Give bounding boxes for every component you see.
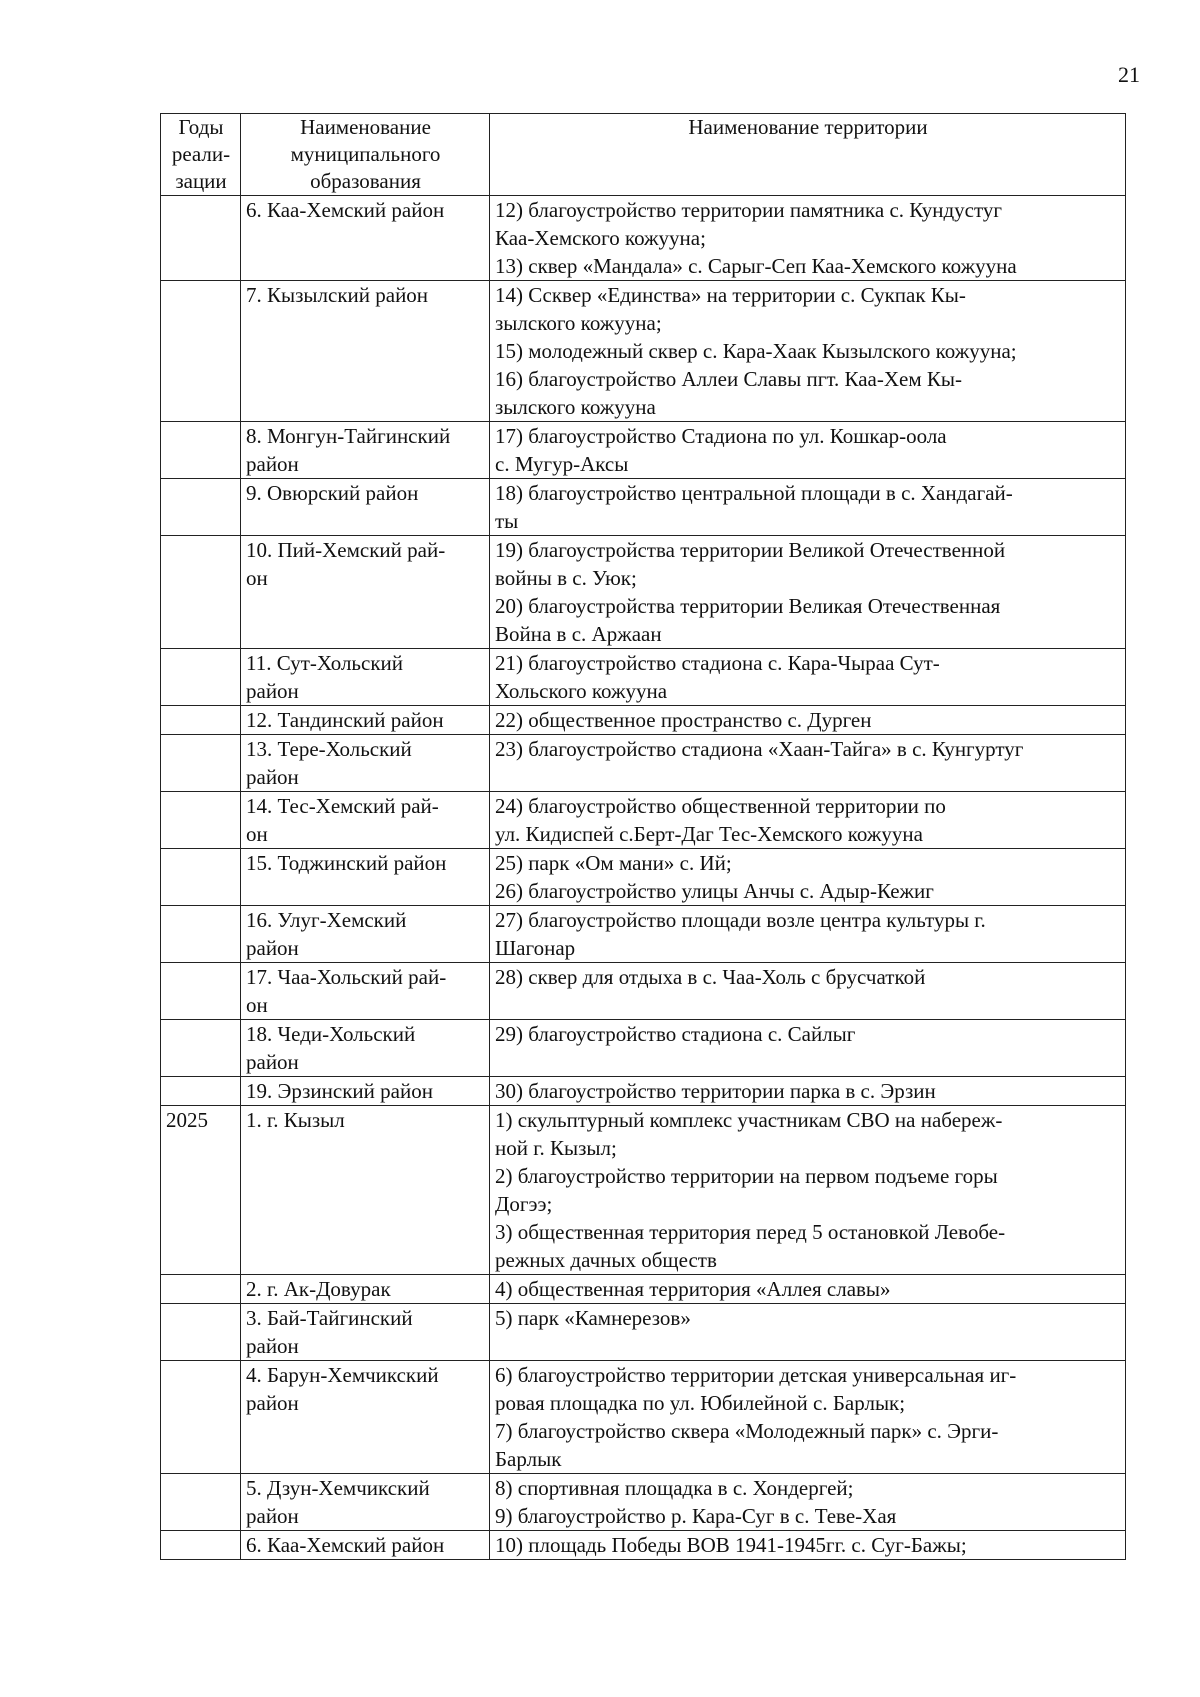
territory-cell [490, 735, 1126, 792]
table-row [161, 281, 1126, 422]
table-row [161, 849, 1126, 906]
territory-line: 3) общественная территория перед 5 остановкой Левобе- [495, 1220, 1006, 1244]
territory-line: 14) Ссквер «Единства» на территории с. Сукпак Кы- [495, 283, 966, 307]
year-cell [161, 906, 241, 963]
municipality-line: 19. Эрзинский район [246, 1079, 433, 1103]
year-cell [161, 735, 241, 792]
territory-cell [490, 1106, 1126, 1275]
table-row [161, 1275, 1126, 1304]
municipality-line: 18. Чеди-Хольский [246, 1022, 416, 1046]
territory-line: с. Мугур-Аксы [495, 452, 629, 476]
municipality-cell [241, 422, 490, 479]
territory-cell [490, 422, 1126, 479]
municipality-cell [241, 1020, 490, 1077]
table-row [161, 735, 1126, 792]
table-row [161, 649, 1126, 706]
territory-cell [490, 1361, 1126, 1474]
municipality-line: 12. Тандинский район [246, 708, 444, 732]
territory-line: 15) молодежный сквер с. Кара-Хаак Кызылского кожууна; [495, 339, 1017, 363]
territory-line: 7) благоустройство сквера «Молодежный парк» с. Эрги- [495, 1419, 999, 1443]
municipality-line: он [246, 993, 268, 1017]
municipality-line: 5. Дзун-Хемчикский [246, 1476, 430, 1500]
territory-line: ной г. Кызыл; [495, 1136, 617, 1160]
municipality-line: 6. Каа-Хемский район [246, 1533, 445, 1557]
year-cell [161, 1275, 241, 1304]
municipality-line: 10. Пий-Хемский рай- [246, 538, 446, 562]
territory-line: 1) скульптурный комплекс участникам СВО на набереж- [495, 1108, 1003, 1132]
header-line: образования [310, 169, 421, 193]
municipality-cell [241, 536, 490, 649]
municipality-cell [241, 963, 490, 1020]
territory-line: Барлык [495, 1447, 562, 1471]
table-row [161, 196, 1126, 281]
year-cell [161, 1474, 241, 1531]
territory-line: Хольского кожууна [495, 679, 668, 703]
year-cell [161, 1304, 241, 1361]
territory-line: 4) общественная территория «Аллея славы» [495, 1277, 891, 1301]
territory-line: 8) спортивная площадка в с. Хондергей; [495, 1476, 854, 1500]
year-cell [161, 1077, 241, 1106]
municipality-cell [241, 849, 490, 906]
territory-cell [490, 281, 1126, 422]
municipality-cell [241, 1275, 490, 1304]
year-cell [161, 1531, 241, 1560]
territory-line: 10) площадь Победы ВОВ 1941-1945гг. с. Суг-Бажы; [495, 1533, 967, 1557]
municipality-cell [241, 706, 490, 735]
municipality-line: район [246, 1504, 299, 1528]
header-line: муниципального [290, 142, 441, 166]
municipality-cell [241, 1361, 490, 1474]
territory-line: ты [495, 509, 519, 533]
municipality-cell [241, 1531, 490, 1560]
municipality-line: район [246, 936, 299, 960]
year-cell [161, 281, 241, 422]
territory-line: 21) благоустройство стадиона с. Кара-Чыраа Сут- [495, 651, 940, 675]
territory-cell [490, 196, 1126, 281]
header-territory [490, 114, 1126, 196]
territory-line: 17) благоустройство Стадиона по ул. Кошкар-оола [495, 424, 947, 448]
territory-line: 5) парк «Камнерезов» [495, 1306, 691, 1330]
territory-line: 19) благоустройства территории Великой Отечественной [495, 538, 1006, 562]
municipality-cell [241, 735, 490, 792]
territory-table [160, 113, 1126, 1560]
year-cell [161, 849, 241, 906]
territory-line: 30) благоустройство территории парка в с. Эрзин [495, 1079, 936, 1103]
territory-line: войны в с. Уюк; [495, 566, 637, 590]
municipality-line: район [246, 1391, 299, 1415]
municipality-line: 2. г. Ак-Довурак [246, 1277, 391, 1301]
header-line: реали- [171, 142, 231, 166]
table-row [161, 706, 1126, 735]
header-line: Наименование [300, 115, 431, 139]
territory-line: 24) благоустройство общественной территории по [495, 794, 946, 818]
municipality-cell [241, 906, 490, 963]
municipality-line: он [246, 822, 268, 846]
year-cell [161, 536, 241, 649]
territory-cell [490, 1020, 1126, 1077]
municipality-line: 4. Барун-Хемчикский [246, 1363, 439, 1387]
year-cell [161, 196, 241, 281]
municipality-line: район [246, 765, 299, 789]
page-number: 21 [1118, 62, 1140, 87]
territory-line: зылского кожууна; [495, 311, 662, 335]
territory-line: 23) благоустройство стадиона «Хаан-Тайга» в с. Кунгуртуг [495, 737, 1024, 761]
municipality-line: 9. Овюрский район [246, 481, 419, 505]
territory-line: 2) благоустройство территории на первом подъеме горы [495, 1164, 998, 1188]
territory-line: 12) благоустройство территории памятника с. Кундустуг [495, 198, 1002, 222]
municipality-cell [241, 1474, 490, 1531]
municipality-cell [241, 649, 490, 706]
municipality-cell [241, 1077, 490, 1106]
territory-line: Война в с. Аржаан [495, 622, 662, 646]
header-line: Годы [178, 115, 224, 139]
territory-line: 28) сквер для отдыха в с. Чаа-Холь с брусчаткой [495, 965, 926, 989]
table-row [161, 906, 1126, 963]
municipality-line: район [246, 1050, 299, 1074]
table-row [161, 1304, 1126, 1361]
municipality-line: 1. г. Кызыл [246, 1108, 345, 1132]
municipality-line: 14. Тес-Хемский рай- [246, 794, 439, 818]
territory-cell [490, 1531, 1126, 1560]
year-cell [161, 706, 241, 735]
table-row [161, 479, 1126, 536]
territory-line: Шагонар [495, 936, 576, 960]
territory-cell [490, 536, 1126, 649]
territory-cell [490, 906, 1126, 963]
territory-cell [490, 706, 1126, 735]
table-row [161, 422, 1126, 479]
year-cell [161, 1020, 241, 1077]
territory-line: ул. Кидиспей с.Берт-Даг Тес-Хемского кожууна [495, 822, 923, 846]
municipality-line: район [246, 679, 299, 703]
table-row [161, 792, 1126, 849]
year-cell [161, 1106, 241, 1275]
year-cell [161, 963, 241, 1020]
territory-line: 18) благоустройство центральной площади в с. Хандагай- [495, 481, 1013, 505]
territory-line: Каа-Хемского кожууна; [495, 226, 706, 250]
territory-line: 29) благоустройство стадиона с. Сайлыг [495, 1022, 856, 1046]
territory-line: 26) благоустройство улицы Анчы с. Адыр-Кежиг [495, 879, 934, 903]
municipality-line: 13. Тере-Хольский [246, 737, 412, 761]
header-line: Наименование территории [688, 115, 928, 139]
territory-cell [490, 792, 1126, 849]
territory-cell [490, 1474, 1126, 1531]
territory-line: ровая площадка по ул. Юбилейной с. Барлык; [495, 1391, 906, 1415]
territory-line: 16) благоустройство Аллеи Славы пгт. Каа-Хем Кы- [495, 367, 962, 391]
header-year [161, 114, 241, 196]
territory-line: 27) благоустройство площади возле центра культуры г. [495, 908, 986, 932]
year-cell [161, 792, 241, 849]
municipality-cell [241, 479, 490, 536]
municipality-line: район [246, 1334, 299, 1358]
territory-line: режных дачных обществ [495, 1248, 717, 1272]
table-row [161, 1020, 1126, 1077]
table-body [161, 196, 1126, 1560]
municipality-cell [241, 196, 490, 281]
municipality-cell [241, 792, 490, 849]
municipality-line: 3. Бай-Тайгинский [246, 1306, 413, 1330]
territory-cell [490, 1077, 1126, 1106]
year-cell [161, 479, 241, 536]
territory-line: 6) благоустройство территории детская универсальная иг- [495, 1363, 1017, 1387]
municipality-cell [241, 281, 490, 422]
table-row [161, 1077, 1126, 1106]
table-row [161, 536, 1126, 649]
municipality-line: 16. Улуг-Хемский [246, 908, 407, 932]
municipality-line: 6. Каа-Хемский район [246, 198, 445, 222]
municipality-line: 11. Сут-Хольский [246, 651, 403, 675]
table-row [161, 1106, 1126, 1275]
municipality-line: район [246, 452, 299, 476]
territory-cell [490, 1275, 1126, 1304]
territory-line: зылского кожууна [495, 395, 656, 419]
territory-line: 9) благоустройство р. Кара-Суг в с. Теве-Хая [495, 1504, 897, 1528]
municipality-line: он [246, 566, 268, 590]
municipality-cell [241, 1304, 490, 1361]
table-row [161, 1361, 1126, 1474]
municipality-line: 17. Чаа-Хольский рай- [246, 965, 447, 989]
year-cell [161, 1361, 241, 1474]
municipality-cell [241, 1106, 490, 1275]
territory-line: 25) парк «Ом мани» с. Ий; [495, 851, 732, 875]
header-municipality [241, 114, 490, 196]
territory-cell [490, 1304, 1126, 1361]
table-header [161, 114, 1126, 196]
territory-line: Догээ; [495, 1192, 553, 1216]
header-line: зации [175, 169, 227, 193]
municipality-line: 8. Монгун-Тайгинский [246, 424, 451, 448]
table-row [161, 1474, 1126, 1531]
territory-cell [490, 649, 1126, 706]
territory-cell [490, 849, 1126, 906]
territory-line: 13) сквер «Мандала» с. Сарыг-Сеп Каа-Хемского кожууна [495, 254, 1017, 278]
table-row [161, 1531, 1126, 1560]
year-value: 2025 [166, 1108, 208, 1132]
table-row [161, 963, 1126, 1020]
year-cell [161, 649, 241, 706]
territory-line: 20) благоустройства территории Великая Отечественная [495, 594, 1001, 618]
municipality-line: 7. Кызылский район [246, 283, 429, 307]
municipality-line: 15. Тоджинский район [246, 851, 447, 875]
territory-line: 22) общественное пространство с. Дурген [495, 708, 872, 732]
header-row [161, 114, 1126, 196]
year-cell [161, 422, 241, 479]
territory-cell [490, 963, 1126, 1020]
territory-cell [490, 479, 1126, 536]
